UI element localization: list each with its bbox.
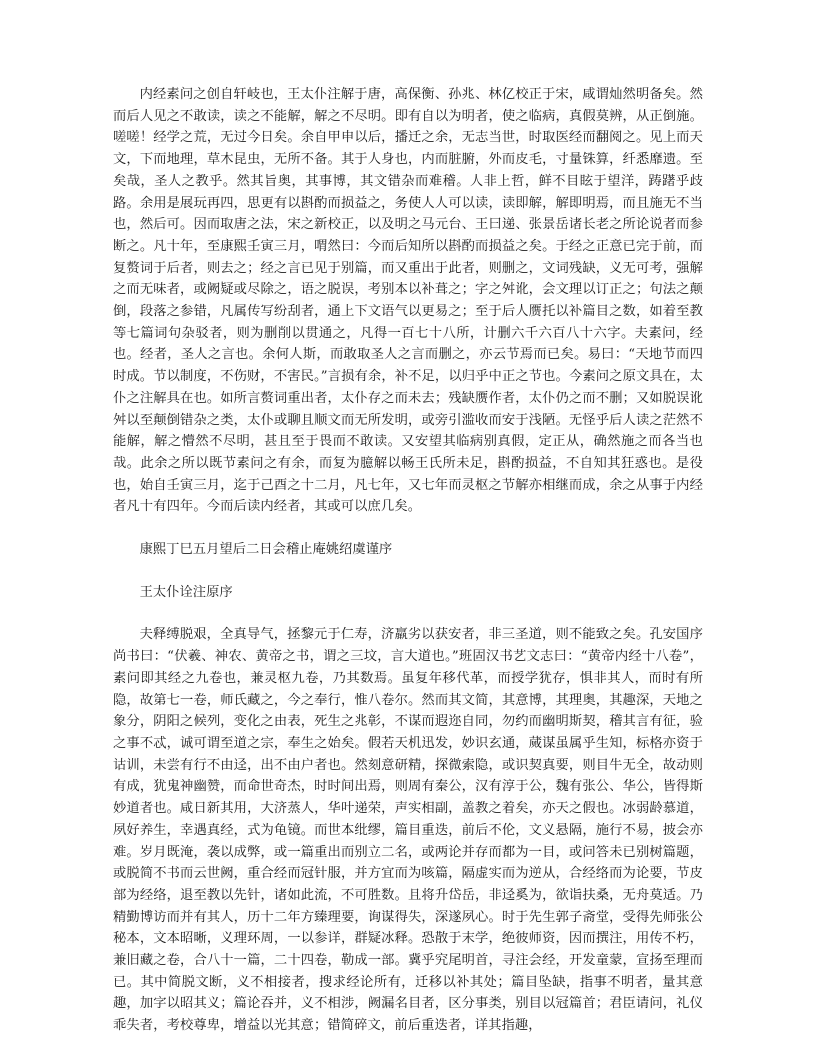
spacer (113, 603, 703, 624)
spacer (113, 561, 703, 582)
signature-line: 康熙丁巳五月望后二日会稽止庵姚绍虞谨序 (139, 542, 393, 558)
preface-paragraph: 内经素问之创自轩岐也，王太仆注解于唐，高保衡、孙兆、林亿校正于宋，咸谓灿然明备矣。然而后人见之不敢读，读之不能解，解之不尽明。即有自以为明者，使之临病，真假莫辨，从正倒施。嗟嗟！经学之荒，无过今日矣。余自甲申以后，播迁之余，无志当世，时取医经而翻阅之。见上而天文，下而地理，草木昆虫，无所不备。其于人身也，内而脏腑，外而皮毛，寸量铢算，纤悉靡遗。至矣哉，圣人之教乎。然其旨奥，其事博，其文错杂而难稽。人非上哲，鲜不目眩于望洋，踌躇乎歧路。余用是展玩再四，思更有以斟酌而损益之，务使人人可以读，读即解，解即明焉，而且施无不当也，然后可。因而取唐之法，宋之新校正，以及明之马元台、王曰递、张景岳诸长老之所论说者而参断之。凡十年，至康熙壬寅三月，喟然曰：今而后知所以斟酌而损益之矣。于经之正意已完于前，而复赘词于后者，则去之；经之言已见于别篇，而又重出于此者，则删之，文词残缺，义无可考，强解之而无味者，或阙疑或尽除之，语之脱误，考别本以补葺之；字之舛讹，会文理以订正之；句法之颠倒，段落之参错，凡属传写纷刮者，通上下文语气以更易之；至于后人赝托以补篇目之数，如着至教等七篇词句杂驳者，则为删削以贯通之，凡得一百七十八所，计删六千六百八十六字。夫素问，经也。经者，圣人之言也。余何人斯，而敢取圣人之言而删之，亦云节焉而已矣。易曰：“天地节而四时成。节以制度，不伤财，不害民。”言损有余，补不足，以归乎中正之节也。今素问之原文具在，太仆之注解具在也。如所言赘词重出者，太仆存之而未去；残缺赝作者，太仆仍之而不删；又如脱误讹舛以至颠倒错杂之类，太仆或聊且顺文而无所发明，或旁引滥收而安于浅陋。无怪乎后人读之茫然不能解，解之懵然不尽明，甚且至于畏而不敢读。又安望其临病别真假，定正从，确然施之而各当也哉。此余之所以既节素问之有余，而复为臆解以畅王氏所未足，斟酌损益，不自知其狂惑也。是役也，始自壬寅三月，迄于己酉之十二月，凡七年，又七年而灵枢之节解亦相继而成，余之从事于内经者凡十有四年。今而后读内经者，其或可以庶几矣。 (113, 87, 703, 515)
section-heading: 王太仆诠注原序 (139, 584, 233, 600)
original-preface-paragraph: 夫释缚脱艰，全真导气，拯黎元于仁寿，济羸劣以获安者，非三圣道，则不能致之矣。孔安国序尚书曰：“伏羲、神农、黄帝之书，谓之三坟，言大道也。”班固汉书艺文志曰：“黄帝内经十八卷”，素问即其经之九卷也，兼灵枢九卷，乃其数焉。虽复年移代革，而授学犹存，惧非其人，而时有所隐，故第七一卷，师氏藏之，今之奉行，惟八卷尔。然而其文简，其意博，其理奥，其趣深，天地之象分，阴阳之候列，变化之由表，死生之兆彰，不谋而遐迩自同，勿约而幽明斯契，稽其言有征，验之事不忒，诚可谓至道之宗，奉生之始矣。假若天机迅发，妙识玄通，蒇谋虽属乎生知，标格亦资于诂训，未尝有行不由迳，出不由户者也。然刻意研精，探微索隐，或识契真要，则目牛无全，故动则有成，犹鬼神幽赞，而命世奇杰，时时间出焉，则周有秦公，汉有淳于公，魏有张公、华公，皆得斯妙道者也。咸日新其用，大济蒸人，华叶递荣，声实相副，盖教之着矣，亦天之假也。冰弱龄慕道，夙好养生，幸遇真经，式为龟镜。而世本纰缪，篇目重迭，前后不伦，文义悬隔，施行不易，披会亦难。岁月既淹，袭以成弊，或一篇重出而别立二名，或两论并存而都为一目，或问答未已别树篇题，或脱简不书而云世阙，重合经而冠针服，并方宜而为咳篇，隔虚实而为逆从，合经络而为论要，节皮部为经络，退至教以先针，诸如此流，不可胜数。且将升岱岳，非迳奚为，欲诣扶桑，无舟莫适。乃精勤博访而并有其人，历十二年方臻理要，询谋得失，深遂夙心。时于先生郭子斋堂，受得先师张公秘本，文本昭晰，义理环周，一以参详，群疑冰释。恐散于末学，绝彼师资，因而撰注，用传不朽，兼旧藏之卷，合八十一篇，二十四卷，勒成一部。冀乎究尾明首，寻注会经，开发童蒙，宣扬至理而已。其中简脱文断，义不相接者，搜求经论所有，迁移以补其处；篇目坠缺，指事不明者，量其意趣，加字以昭其义；篇论吞并，义不相涉，阙漏名目者，区分事类，别目以冠篇首；君臣请问，礼仪乖失者，考校尊卑，增益以光其意；错简碎文，前后重迭者，详其指趣， (113, 627, 703, 1034)
spacer (113, 518, 703, 539)
